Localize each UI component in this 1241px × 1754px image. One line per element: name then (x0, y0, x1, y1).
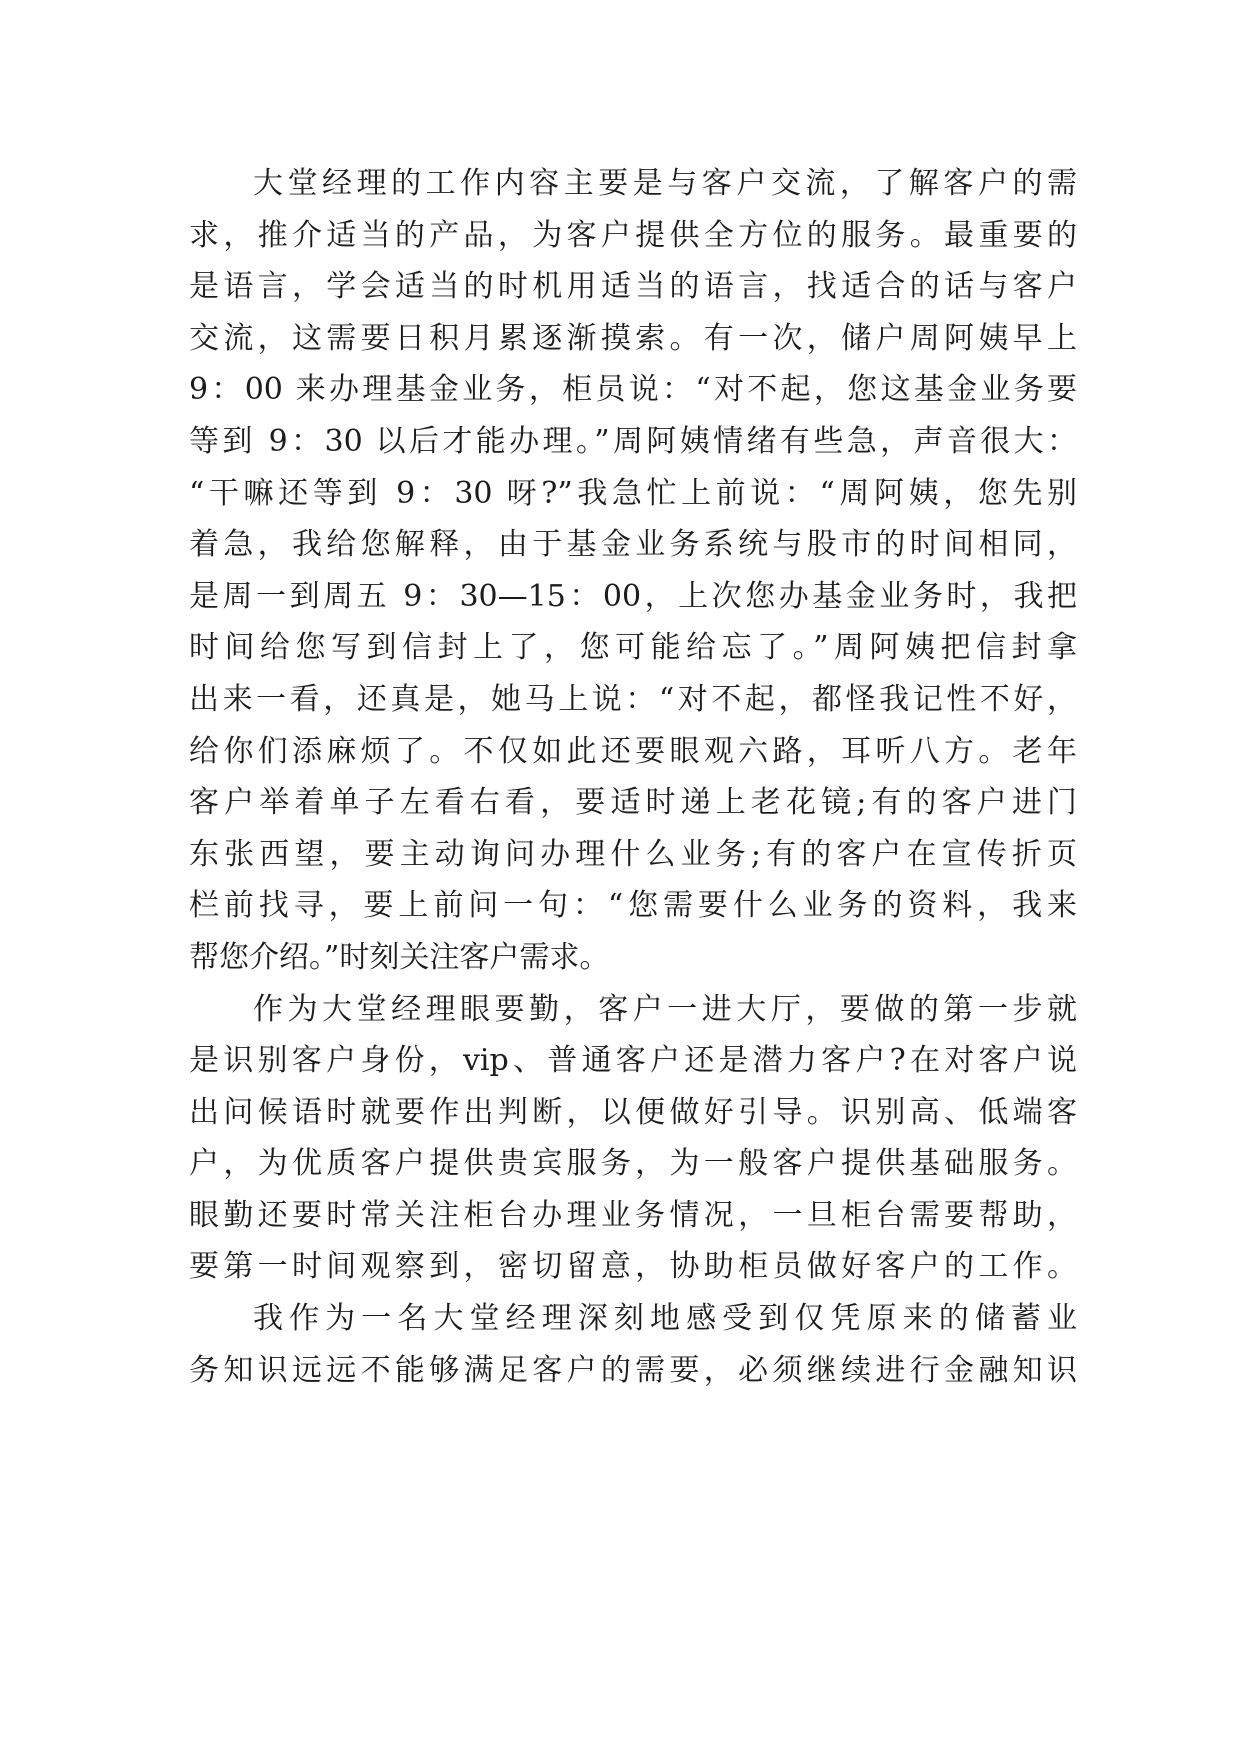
paragraph (189, 984, 1077, 1294)
text-line: 给你们添麻烦了。不仅如此还要眼观六路，耳听八方。老年 (189, 733, 1077, 769)
text-line: 求，推介适当的产品，为客户提供全方位的服务。最重要的 (189, 217, 1077, 253)
text-line: 帮您介绍。”时刻关注客户需求。 (189, 939, 610, 975)
text-line: 交流，这需要日积月累逐渐摸索。有一次，储户周阿姨早上 (189, 320, 1077, 356)
text-line: 作为大堂经理眼要勤，客户一进大厅，要做的第一步就 (253, 991, 1077, 1027)
text-line: 大堂经理的工作内容主要是与客户交流，了解客户的需 (253, 166, 1077, 201)
text-line: 等到 9：30 以后才能办理。”周阿姨情绪有些急，声音很大： (189, 423, 1077, 459)
text-line: 东张西望，要主动询问办理什么业务;有的客户在宣传折页 (189, 836, 1077, 872)
text-line: 客户举着单子左看右看，要适时递上老花镜;有的客户进门 (189, 785, 1077, 821)
text-line: 9：00 来办理基金业务，柜员说：“对不起，您这基金业务要 (189, 372, 1077, 408)
text-line: 是识别客户身份，vip、普通客户还是潜力客户?在对客户说 (189, 1043, 1077, 1079)
text-line: 是语言，学会适当的时机用适当的语言，找适合的话与客户 (189, 269, 1077, 305)
text-line: 着急，我给您解释，由于基金业务系统与股市的时间相同， (189, 527, 1077, 563)
text-line: 务知识远远不能够满足客户的需要，必须继续进行金融知识 (189, 1352, 1077, 1388)
text-line: 是周一到周五 9：30—15：00，上次您办基金业务时，我把 (189, 578, 1077, 614)
text-line: 时间给您写到信封上了，您可能给忘了。”周阿姨把信封拿 (189, 630, 1077, 666)
paragraph (189, 1293, 1077, 1396)
text-line: 要第一时间观察到，密切留意，协助柜员做好客户的工作。 (189, 1249, 1077, 1285)
text-line: 我作为一名大堂经理深刻地感受到仅凭原来的储蓄业 (253, 1301, 1077, 1337)
text-line: 栏前找寻，要上前问一句：“您需要什么业务的资料，我来 (189, 888, 1077, 924)
text-line: 出来一看，还真是，她马上说：“对不起，都怪我记性不好， (189, 681, 1077, 717)
text-line: 户，为优质客户提供贵宾服务，为一般客户提供基础服务。 (189, 1146, 1077, 1182)
text-line: 眼勤还要时常关注柜台办理业务情况，一旦柜台需要帮助， (189, 1197, 1077, 1233)
text-line: 出问候语时就要作出判断，以便做好引导。识别高、低端客 (189, 1094, 1077, 1130)
paragraph (189, 158, 1077, 984)
text-line: “干嘛还等到 9：30 呀?”我急忙上前说：“周阿姨，您先别 (189, 475, 1077, 511)
body-text (189, 158, 1077, 1396)
